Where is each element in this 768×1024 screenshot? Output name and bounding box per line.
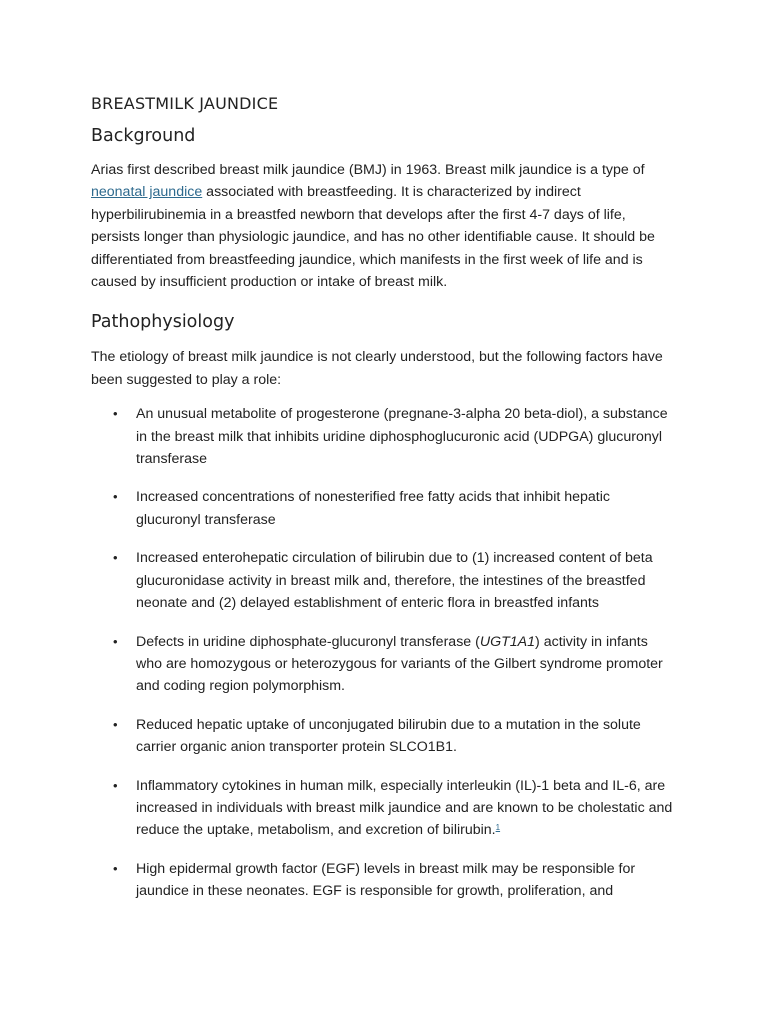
list-item-text-end: ) activity in infants who are homozygous or heterozygous for variants of the Gilbert syndrome promoter and coding region polymorphism. xyxy=(136,633,663,695)
list-item-text: An unusual metabolite of progesterone (pregnane-3-alpha 20 beta-diol), a substance in the breast milk that inhibits uridine diphosphoglucuronic acid (UDPGA) glucuronyl transferase xyxy=(136,406,668,468)
list-item xyxy=(91,858,676,903)
list-item xyxy=(91,403,676,470)
neonatal-jaundice-link[interactable]: neonatal jaundice xyxy=(91,184,203,201)
list-item-text-start: Defects in uridine diphosphate-glucuronyl transferase ( xyxy=(136,633,480,650)
factors-list xyxy=(91,403,676,902)
bullet-icon: • xyxy=(113,550,118,566)
background-paragraph xyxy=(91,159,676,293)
bullet-icon: • xyxy=(113,633,118,649)
pathophysiology-heading: Pathophysiology xyxy=(91,312,235,333)
background-text-end: associated with breastfeeding. It is characterized by indirect hyperbilirubinemia in a breastfed newborn that develops after the first 4-7 days of life, persists longer than physiologic jaundice, and has no other identifiable cause. It should be differentiated from breastfeeding jaundice, which manifests in the first week of life and is caused by insufficient production or intake of breast milk. xyxy=(91,184,655,291)
bullet-icon: • xyxy=(113,489,118,505)
background-text-start: Arias first described breast milk jaundice (BMJ) in 1963. Breast milk jaundice is a type of xyxy=(91,162,645,178)
list-item xyxy=(91,547,676,614)
list-item-text: Increased enterohepatic circulation of bilirubin due to (1) increased content of beta glucuronidase activity in breast milk and, therefore, the intestines of the breastfed neonate and (2) delayed establishment of enteric flora in breastfed infants xyxy=(136,550,653,612)
list-item xyxy=(91,775,676,842)
bullet-icon: • xyxy=(113,716,118,732)
bullet-icon: • xyxy=(113,406,118,422)
reference-link[interactable]: 1 xyxy=(495,823,501,833)
bullet-icon: • xyxy=(113,777,118,793)
bullet-icon: • xyxy=(113,860,118,876)
list-item xyxy=(91,631,676,698)
gene-name: UGT1A1 xyxy=(479,633,536,650)
list-item-text: Increased concentrations of nonesterified free fatty acids that inhibit hepatic glucuronyl transferase xyxy=(136,489,610,528)
list-item-text xyxy=(136,634,663,695)
list-item xyxy=(91,486,676,531)
document-title: BREASTMILK JAUNDICE xyxy=(91,94,279,113)
list-item-text: Reduced hepatic uptake of unconjugated bilirubin due to a mutation in the solute carrier organic anion transporter protein SLCO1B1. xyxy=(136,716,641,756)
document-page xyxy=(91,90,676,919)
etiology-intro: The etiology of breast milk jaundice is not clearly understood, but the following factors have been suggested to play a role: xyxy=(91,349,663,388)
list-item xyxy=(91,714,676,759)
list-item-text: Inflammatory cytokines in human milk, especially interleukin (IL)-1 beta and IL-6, are increased in individuals with breast milk jaundice and are known to be cholestatic and reduce the uptake, metabolism, and excretion of bilirubin. xyxy=(136,777,673,839)
background-heading: Background xyxy=(91,126,196,146)
list-item-text: High epidermal growth factor (EGF) levels in breast milk may be responsible for jaundice in these neonates. EGF is responsible for growth, proliferation, and xyxy=(136,860,636,900)
